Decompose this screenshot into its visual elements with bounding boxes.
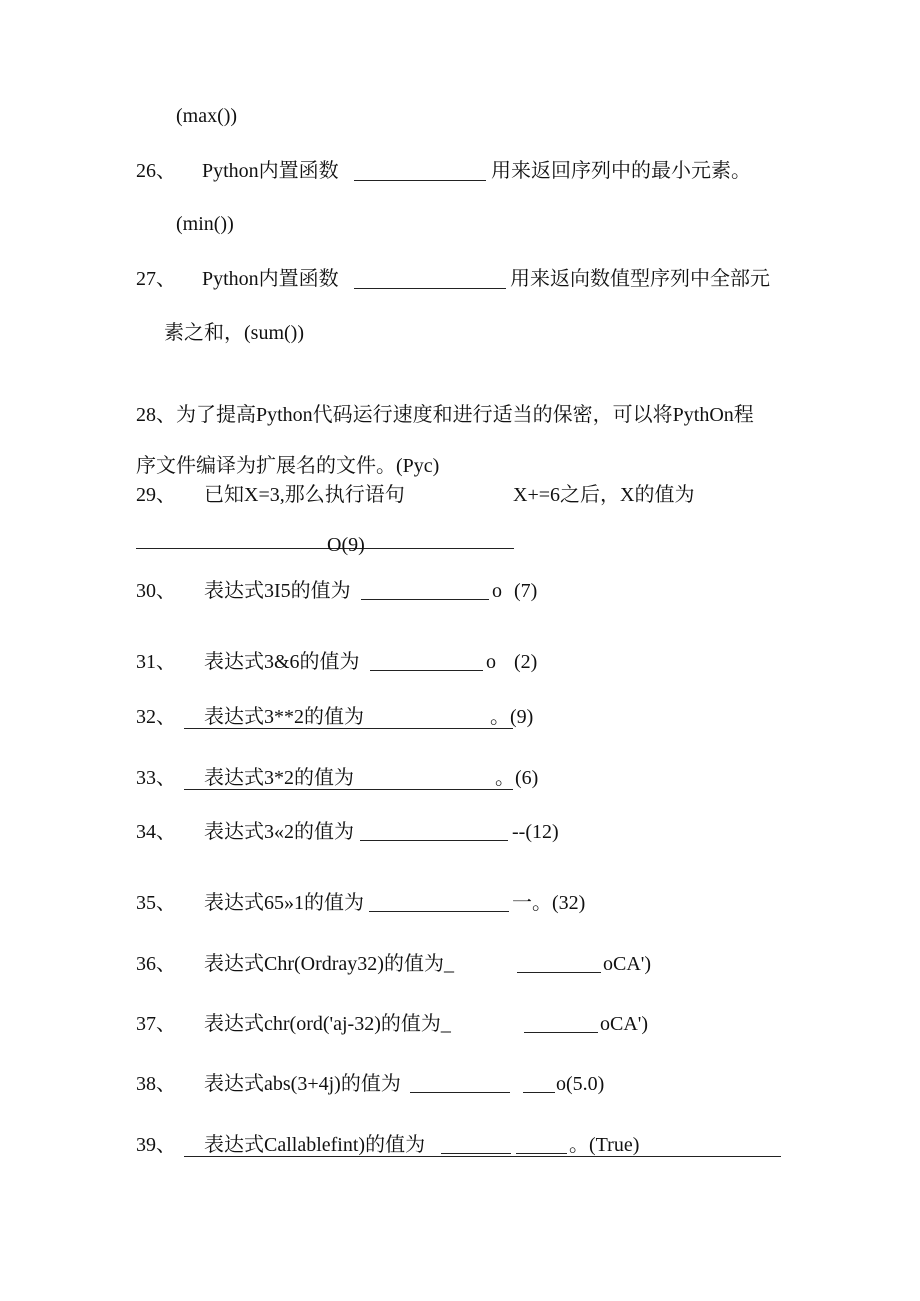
q36-blank[interactable] [517, 972, 601, 973]
q34-blank[interactable] [360, 840, 508, 841]
q27-blank[interactable] [354, 288, 506, 289]
q36-number: 36、 [136, 953, 176, 975]
q28-line1: 28、为了提高Python代码运行速度和进行适当的保密，可以将PythOn程 [136, 404, 754, 426]
q27-text: Python内置函数 [202, 268, 339, 290]
q27-after: 用来返向数值型序列中全部元 [510, 268, 770, 290]
q39-text: 表达式Callablefint)的值为 [204, 1134, 426, 1156]
q39-number: 39、 [136, 1134, 176, 1156]
q26-number: 26、 [136, 160, 176, 182]
q38-number: 38、 [136, 1073, 176, 1095]
q31-blank[interactable] [370, 670, 483, 671]
q36-text: 表达式Chr(Ordray32)的值为_ [204, 953, 454, 975]
q30-suffix: o [492, 580, 502, 602]
q29-text: 已知X=3,那么执行语句 [204, 484, 405, 506]
q38-blank-1[interactable] [410, 1092, 510, 1093]
q26-answer: (min()) [176, 213, 234, 235]
q32-text: 表达式3**2的值为 [204, 706, 364, 728]
q26-blank[interactable] [354, 180, 486, 181]
q34-answer: --(12) [512, 821, 559, 843]
q28-line2: 序文件编译为扩展名的文件。(Pyc) [136, 455, 440, 477]
q29-answer: O(9) [327, 534, 365, 556]
q38-text: 表达式abs(3+4j)的值为 [204, 1073, 401, 1095]
q30-text: 表达式3I5的值为 [204, 580, 351, 602]
q37-number: 37、 [136, 1013, 176, 1035]
q30-answer: (7) [514, 580, 538, 602]
q37-blank[interactable] [524, 1032, 598, 1033]
q35-answer: 一。(32) [512, 892, 586, 914]
q27-continuation: 素之和，(sum()) [164, 322, 304, 344]
q35-blank[interactable] [369, 911, 509, 912]
q31-suffix: o [486, 651, 496, 673]
q38-blank-2[interactable] [523, 1092, 555, 1093]
q37-answer: oCA') [600, 1013, 649, 1035]
q39-answer: 。(True) [569, 1134, 640, 1156]
q31-text: 表达式3&6的值为 [204, 651, 360, 673]
q33-text: 表达式3*2的值为 [204, 767, 354, 789]
q32-number: 32、 [136, 706, 176, 728]
q34-number: 34、 [136, 821, 176, 843]
q39-blank-2[interactable] [516, 1153, 567, 1154]
q27-number: 27、 [136, 268, 176, 290]
q37-text: 表达式chr(ord('aj-32)的值为_ [204, 1013, 451, 1035]
q35-text: 表达式65»1的值为 [204, 892, 364, 914]
q30-blank[interactable] [361, 599, 489, 600]
q33-number: 33、 [136, 767, 176, 789]
q29-blank[interactable] [136, 548, 514, 549]
q32-answer: 。(9) [490, 706, 534, 728]
q36-answer: oCA') [603, 953, 652, 975]
q30-number: 30、 [136, 580, 176, 602]
q31-answer: (2) [514, 651, 538, 673]
q33-answer: 。(6) [495, 767, 539, 789]
q29-mid: X+=6之后，X的值为 [513, 484, 695, 506]
q29-number: 29、 [136, 484, 176, 506]
q38-answer: o(5.0) [556, 1073, 605, 1095]
q39-blank-1[interactable] [441, 1153, 511, 1154]
q26-text: Python内置函数 [202, 160, 339, 182]
q31-number: 31、 [136, 651, 176, 673]
q34-text: 表达式3«2的值为 [204, 821, 354, 843]
q35-number: 35、 [136, 892, 176, 914]
q25-answer: (max()) [176, 105, 238, 127]
q26-after: 用来返回序列中的最小元素。 [491, 160, 751, 182]
